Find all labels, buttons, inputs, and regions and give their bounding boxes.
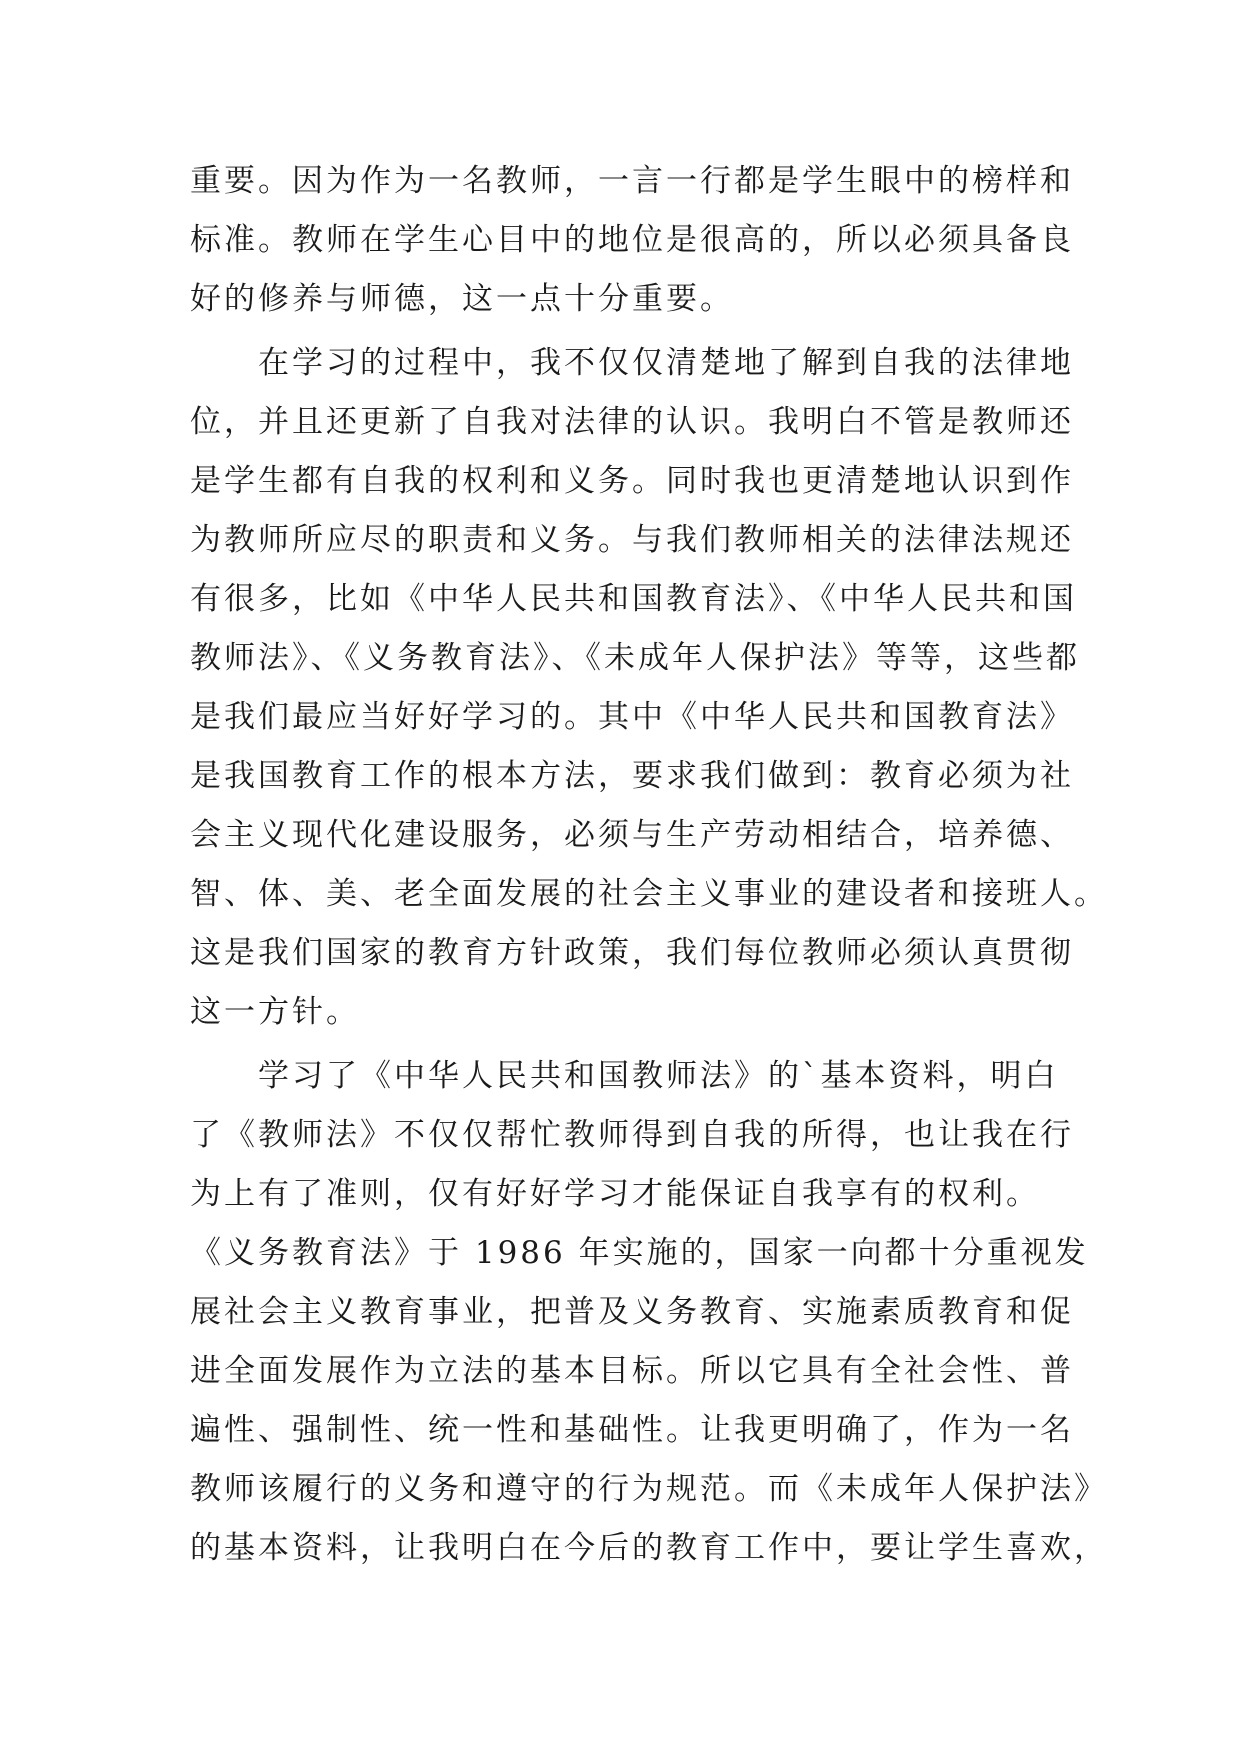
paragraph (190, 334, 1108, 1042)
text-line: 有很多，比如《中华人民共和国教育法》、《中华人民共和国 (190, 581, 1077, 617)
text-line: 重要。因为作为一名教师，一言一行都是学生眼中的榜样和 (190, 163, 1074, 199)
text-line: 这一方针。 (190, 994, 360, 1030)
text-line: 位，并且还更新了自我对法律的认识。我明白不管是教师还 (190, 404, 1074, 440)
text-line: 教师法》、《义务教育法》、《未成年人保护法》等等，这些都 (190, 640, 1080, 676)
text-line: 的基本资料，让我明白在今后的教育工作中，要让学生喜欢， (190, 1530, 1108, 1566)
text-line: 展社会主义教育事业，把普及义务教育、实施素质教育和促 (190, 1294, 1074, 1330)
text-line: 是学生都有自我的权利和义务。同时我也更清楚地认识到作 (190, 463, 1074, 499)
text-line: 了《教师法》不仅仅帮忙教师得到自我的所得，也让我在行 (190, 1117, 1074, 1153)
paragraph (190, 1047, 1108, 1578)
text-line: 为上有了准则，仅有好好学习才能保证自我享有的权利。 (190, 1176, 1040, 1212)
text-line: 会主义现代化建设服务，必须与生产劳动相结合，培养德、 (190, 817, 1074, 853)
text-line: 遍性、强制性、统一性和基础性。让我更明确了，作为一名 (190, 1412, 1074, 1448)
text-line: 智、体、美、老全面发展的社会主义事业的建设者和接班人。 (190, 876, 1108, 912)
text-line: 这是我们国家的教育方针政策，我们每位教师必须认真贯彻 (190, 935, 1074, 971)
text-line: 标准。教师在学生心目中的地位是很高的，所以必须具备良 (190, 222, 1074, 258)
text-line: 在学习的过程中，我不仅仅清楚地了解到自我的法律地 (258, 345, 1074, 381)
text-line: 好的修养与师德，这一点十分重要。 (190, 281, 734, 317)
text-line: 是我们最应当好好学习的。其中《中华人民共和国教育法》 (190, 699, 1074, 735)
body-text (190, 152, 1108, 1578)
paragraph (190, 152, 1074, 329)
text-line: 教师该履行的义务和遵守的行为规范。而《未成年人保护法》 (190, 1471, 1108, 1507)
text-line: 学习了《中华人民共和国教师法》的`基本资料，明白 (258, 1058, 1059, 1094)
text-line: 为教师所应尽的职责和义务。与我们教师相关的法律法规还 (190, 522, 1074, 558)
text-line: 进全面发展作为立法的基本目标。所以它具有全社会性、普 (190, 1353, 1074, 1389)
text-line: 是我国教育工作的根本方法，要求我们做到：教育必须为社 (190, 758, 1074, 794)
text-line: 《义务教育法》于 1986 年实施的，国家一向都十分重视发 (190, 1235, 1089, 1271)
